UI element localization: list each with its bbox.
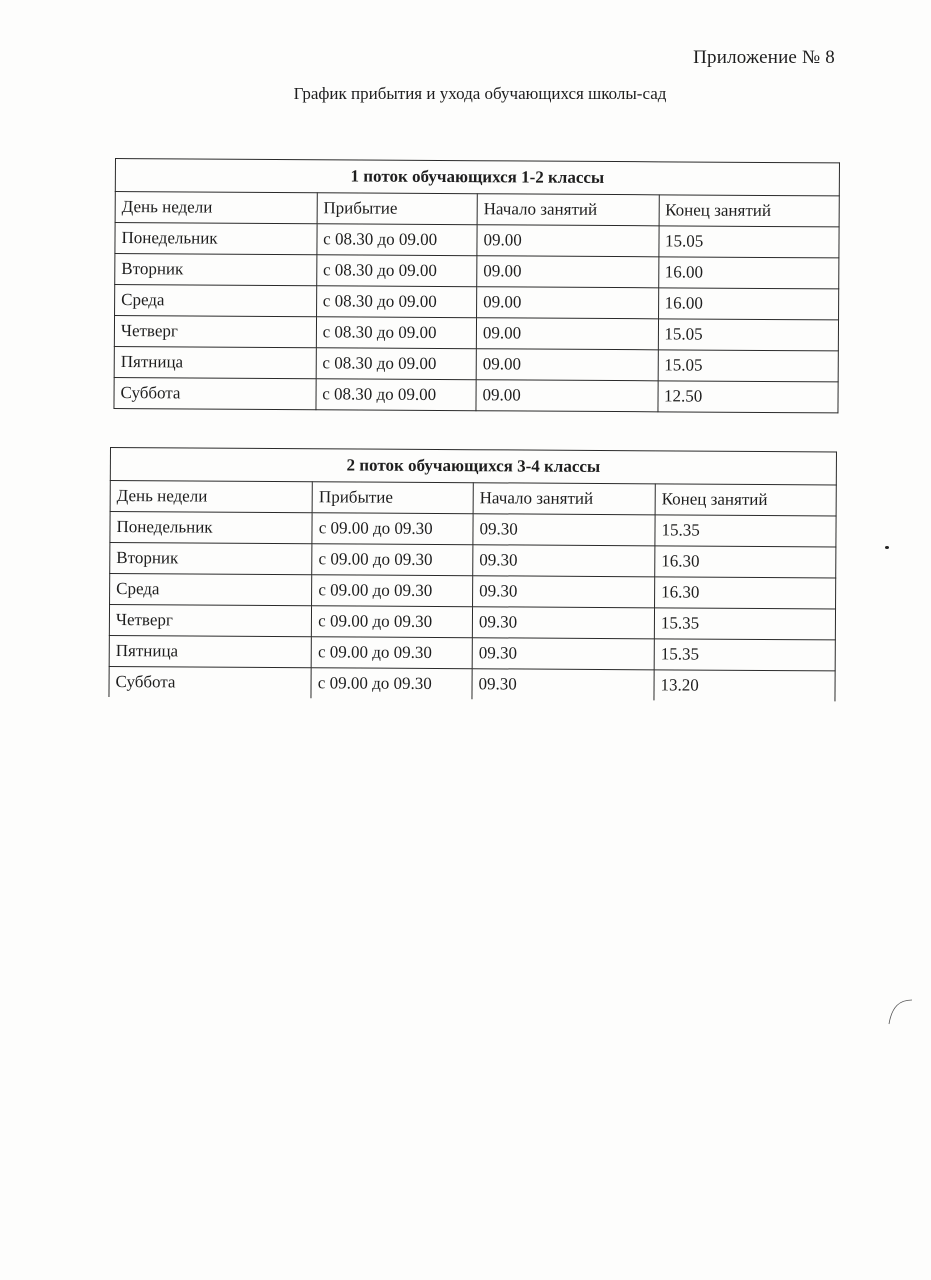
cell-arrival: с 08.30 до 09.00 <box>316 379 476 411</box>
cell-end: 13.20 <box>654 670 835 702</box>
cell-arrival: с 08.30 до 09.00 <box>316 348 476 380</box>
cell-end: 15.05 <box>658 226 839 258</box>
column-header-start: Начало занятий <box>477 194 659 226</box>
cell-arrival: с 09.00 до 09.30 <box>312 575 473 607</box>
cell-day: Пятница <box>109 635 311 667</box>
cell-end: 16.30 <box>655 577 836 609</box>
column-header-day: День недели <box>110 481 312 513</box>
table-row <box>115 254 839 289</box>
cell-day: Пятница <box>114 346 316 378</box>
cell-arrival: с 08.30 до 09.00 <box>316 317 476 349</box>
column-header-arrival: Прибытие <box>312 482 473 514</box>
cell-day: Четверг <box>114 316 316 348</box>
cell-day: Понедельник <box>110 512 312 544</box>
table-header-row <box>115 192 839 227</box>
cell-start: 09.30 <box>473 514 655 546</box>
cell-day: Вторник <box>110 543 312 575</box>
cell-start: 09.00 <box>476 380 658 412</box>
cell-arrival: с 09.00 до 09.30 <box>311 668 472 699</box>
table-row <box>114 346 838 381</box>
cell-arrival: с 08.30 до 09.00 <box>316 255 476 287</box>
cell-day: Суббота <box>109 666 311 698</box>
cell-start: 09.30 <box>472 638 654 670</box>
cell-arrival: с 09.00 до 09.30 <box>312 544 473 576</box>
cell-day: Среда <box>115 285 317 317</box>
cell-day: Среда <box>110 574 312 606</box>
cell-start: 09.30 <box>473 545 655 577</box>
table-row <box>110 574 836 609</box>
cell-end: 15.35 <box>655 515 836 547</box>
cell-day: Суббота <box>114 377 316 409</box>
scan-arc-mark <box>888 998 918 1028</box>
cell-arrival: с 09.00 до 09.30 <box>312 606 473 638</box>
table-row <box>114 377 838 412</box>
cell-end: 15.05 <box>658 350 839 382</box>
table-row <box>115 223 839 258</box>
column-header-arrival: Прибытие <box>317 193 477 225</box>
cell-arrival: с 09.00 до 09.30 <box>311 637 472 669</box>
cell-day: Вторник <box>115 254 317 286</box>
cell-end: 16.00 <box>658 288 839 320</box>
cell-start: 09.00 <box>477 256 659 288</box>
table-row <box>109 666 835 701</box>
table-header-row <box>110 481 836 516</box>
cell-start: 09.30 <box>472 669 654 701</box>
appendix-label: Приложение № 8 <box>693 47 835 68</box>
table-row <box>114 316 838 351</box>
cell-start: 09.00 <box>476 318 658 350</box>
cell-start: 09.30 <box>472 607 654 639</box>
schedule-table-stream-1 <box>113 158 840 413</box>
table-caption: 2 поток обучающихся 3-4 классы <box>110 448 836 485</box>
cell-end: 16.30 <box>655 546 836 578</box>
cell-day: Четверг <box>109 605 311 637</box>
cell-end: 15.35 <box>654 608 835 640</box>
schedule-table-stream-2 <box>108 447 837 701</box>
scan-speck <box>885 546 889 549</box>
column-header-end: Конец занятий <box>659 195 840 227</box>
document-title: График прибытия и ухода обучающихся школы-сад <box>293 84 667 103</box>
column-header-start: Начало занятий <box>473 483 655 515</box>
cell-start: 09.00 <box>477 225 659 257</box>
cell-start: 09.00 <box>477 287 659 319</box>
cell-end: 15.35 <box>654 639 835 671</box>
table-row <box>115 285 839 320</box>
table-row <box>110 543 836 578</box>
cell-arrival: с 08.30 до 09.00 <box>316 286 476 318</box>
cell-day: Понедельник <box>115 223 317 255</box>
column-header-end: Конец занятий <box>655 484 836 516</box>
cell-end: 12.50 <box>657 381 838 413</box>
table-caption: 1 поток обучающихся 1-2 классы <box>115 159 839 196</box>
cell-arrival: с 09.00 до 09.30 <box>312 513 473 545</box>
cell-end: 15.05 <box>658 319 839 351</box>
table-row <box>109 605 835 640</box>
column-header-day: День недели <box>115 192 317 224</box>
cell-end: 16.00 <box>658 257 839 289</box>
cell-start: 09.00 <box>476 349 658 381</box>
cell-start: 09.30 <box>473 576 655 608</box>
table-row <box>110 512 836 547</box>
table-row <box>109 635 835 670</box>
cell-arrival: с 08.30 до 09.00 <box>317 224 477 256</box>
